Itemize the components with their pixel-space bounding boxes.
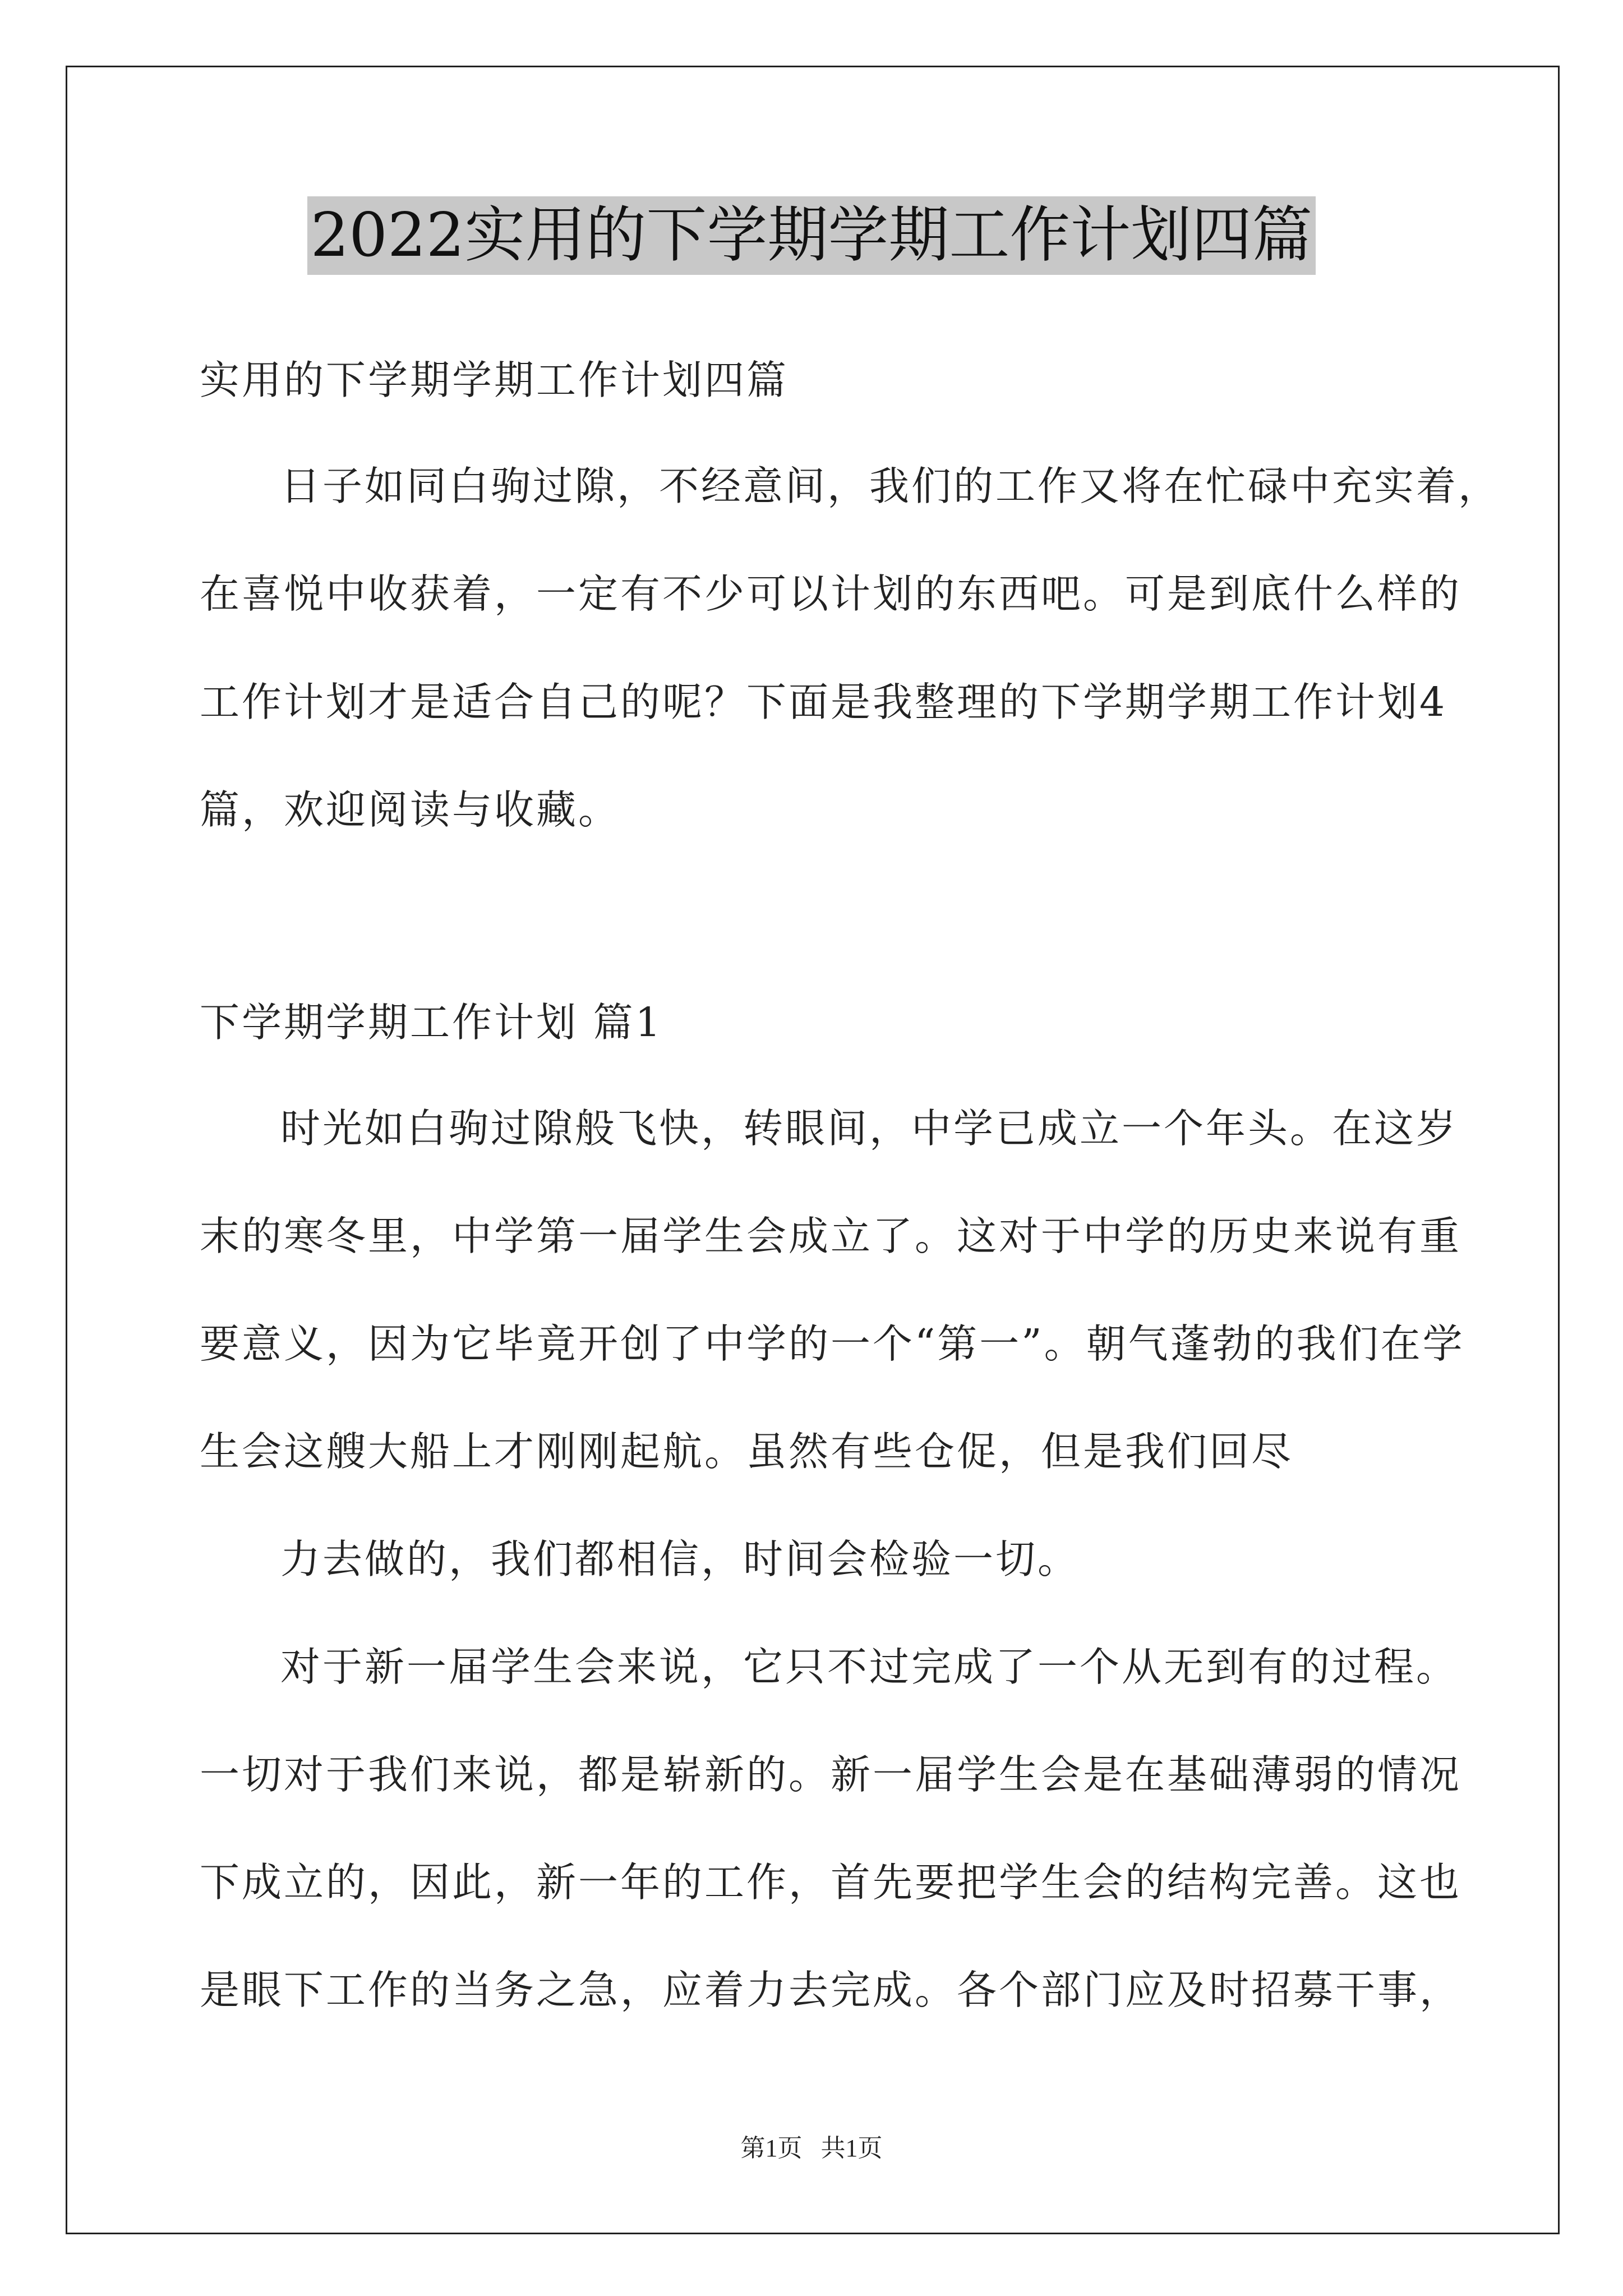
paragraph-line: 下成立的，因此，新一年的工作，首先要把学生会的结构完善。这也 (200, 1859, 1462, 1906)
document-title-wrapper (0, 196, 1623, 280)
paragraph-line: 要意义，因为它毕竟开创了中学的一个“第一”。朝气蓬勃的我们在学 (200, 1320, 1465, 1367)
paragraph-line: 工作计划才是适合自己的呢？下面是我整理的下学期学期工作计划4 (200, 679, 1447, 725)
paragraph-line: 篇，欢迎阅读与收藏。 (200, 786, 621, 833)
paragraph-line: 末的寒冬里，中学第一届学生会成立了。这对于中学的历史来说有重 (200, 1213, 1462, 1259)
paragraph-line: 力去做的，我们都相信，时间会检验一切。 (280, 1536, 1080, 1582)
paragraph-line: 在喜悦中收获着，一定有不少可以计划的东西吧。可是到底什么样的 (200, 570, 1462, 617)
paragraph-line: 是眼下工作的当务之急，应着力去完成。各个部门应及时招募干事， (200, 1967, 1462, 2013)
paragraph-line: 日子如同白驹过隙，不经意间，我们的工作又将在忙碌中充实着， (280, 463, 1501, 509)
paragraph-line: 对于新一届学生会来说，它只不过完成了一个从无到有的过程。 (280, 1644, 1459, 1690)
paragraph-line: 一切对于我们来说，都是崭新的。新一届学生会是在基础薄弱的情况 (200, 1751, 1462, 1798)
page-number-footer: 第1页 共1页 (740, 2134, 883, 2162)
paragraph-line: 时光如白驹过隙般飞快，转眼间，中学已成立一个年头。在这岁 (280, 1105, 1459, 1152)
document-title: 2022实用的下学期学期工作计划四篇 (307, 196, 1316, 275)
section-heading: 下学期学期工作计划 篇1 (200, 999, 663, 1046)
paragraph-line: 生会这艘大船上才刚刚起航。虽然有些仓促，但是我们回尽 (200, 1428, 1294, 1475)
subtitle-line: 实用的下学期学期工作计划四篇 (200, 357, 789, 403)
